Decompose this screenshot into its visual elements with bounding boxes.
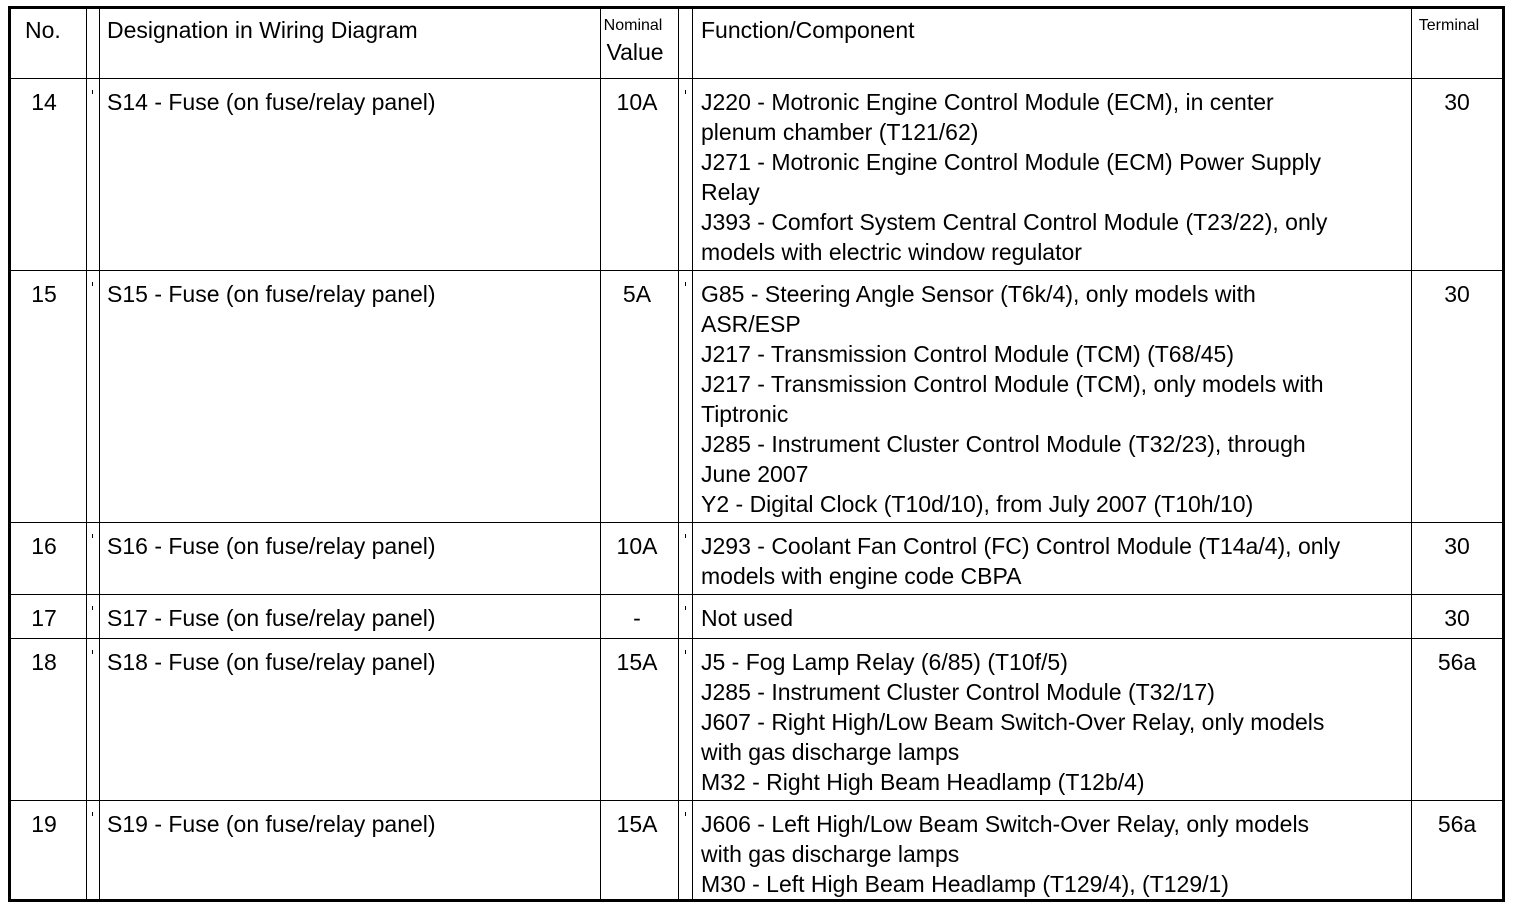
function-line: J393 - Comfort System Central Control Module (T23/22), only [701,209,1328,235]
cell-marker [685,606,686,610]
row-function [701,531,1340,591]
row-nominal-value: - [633,605,641,631]
row-number: 19 [31,811,57,837]
function-line: J217 - Transmission Control Module (TCM), only models with [701,371,1324,397]
function-line: Y2 - Digital Clock (T10d/10), from July 2007 (T10h/10) [701,491,1254,517]
row-terminal: 56a [1437,649,1477,675]
divider-header [11,78,1502,79]
divider-row-18 [11,800,1502,801]
row-function [701,647,1324,797]
divider-function [1411,9,1412,899]
function-line: J293 - Coolant Fan Control (FC) Control Module (T14a/4), only [701,533,1341,559]
divider-spacer-1 [99,9,100,899]
cell-marker [92,90,93,94]
row-number: 14 [31,89,57,115]
header-value: Value [606,39,664,65]
cell-marker [685,650,686,654]
row-terminal: 30 [1444,281,1470,307]
function-line: J217 - Transmission Control Module (TCM) (T68/45) [701,341,1234,367]
cell-marker [685,90,686,94]
row-number: 18 [31,649,57,675]
row-designation: S17 - Fuse (on fuse/relay panel) [107,605,436,631]
function-line: J5 - Fog Lamp Relay (6/85) (T10f/5) [701,649,1068,675]
divider-spacer-2 [692,9,693,899]
function-line: J285 - Instrument Cluster Control Module (T32/23), through [701,431,1306,457]
row-nominal-value: 10A [616,89,658,115]
row-terminal: 56a [1437,811,1477,837]
header-nominal: Nominal [603,17,663,34]
divider-row-15 [11,522,1502,523]
row-nominal-value: 15A [616,811,658,837]
row-designation: S15 - Fuse (on fuse/relay panel) [107,281,436,307]
row-designation: S16 - Fuse (on fuse/relay panel) [107,533,436,559]
divider-value [678,9,679,899]
cell-marker [685,534,686,538]
cell-marker [92,812,93,816]
function-line: models with electric window regulator [701,239,1082,265]
function-line: J220 - Motronic Engine Control Module (ECM), in center [701,89,1274,115]
row-function [701,87,1327,267]
function-line: June 2007 [701,461,809,487]
header-terminal: Terminal [1418,17,1480,34]
function-line: Not used [701,605,794,631]
function-line: G85 - Steering Angle Sensor (T6k/4), only models with [701,281,1256,307]
row-nominal-value: 15A [616,649,658,675]
function-line: J271 - Motronic Engine Control Module (ECM) Power Supply [701,149,1321,175]
function-line: with gas discharge lamps [701,841,960,867]
header-no: No. [25,17,61,43]
row-function [701,279,1323,519]
function-line: with gas discharge lamps [701,739,960,765]
row-designation: S14 - Fuse (on fuse/relay panel) [107,89,436,115]
function-line: Relay [701,179,760,205]
cell-marker [685,282,686,286]
function-line: ASR/ESP [701,311,801,337]
cell-marker [92,282,93,286]
row-designation: S19 - Fuse (on fuse/relay panel) [107,811,436,837]
function-line: Tiptronic [701,401,789,427]
divider-row-17 [11,638,1502,639]
function-line: J285 - Instrument Cluster Control Module (T32/17) [701,679,1215,705]
cell-marker [92,650,93,654]
row-function [701,603,793,633]
row-terminal: 30 [1444,605,1470,631]
divider-designation [600,9,601,899]
row-designation: S18 - Fuse (on fuse/relay panel) [107,649,436,675]
cell-marker [685,812,686,816]
row-terminal: 30 [1444,533,1470,559]
function-line: J606 - Left High/Low Beam Switch-Over Relay, only models [701,811,1310,837]
row-number: 17 [31,605,57,631]
row-number: 16 [31,533,57,559]
row-terminal: 30 [1444,89,1470,115]
fuse-table [8,6,1505,902]
function-line: M32 - Right High Beam Headlamp (T12b/4) [701,769,1145,795]
divider-row-16 [11,594,1502,595]
row-nominal-value: 10A [616,533,658,559]
divider-row-14 [11,270,1502,271]
cell-marker [92,534,93,538]
row-nominal-value: 5A [622,281,652,307]
row-number: 15 [31,281,57,307]
row-function [701,809,1309,899]
divider-no [86,9,87,899]
header-function: Function/Component [701,17,915,43]
header-designation: Designation in Wiring Diagram [107,17,418,43]
function-line: M30 - Left High Beam Headlamp (T129/4), (T129/1) [701,871,1229,897]
function-line: plenum chamber (T121/62) [701,119,979,145]
function-line: J607 - Right High/Low Beam Switch-Over Relay, only models [701,709,1325,735]
function-line: models with engine code CBPA [701,563,1022,589]
cell-marker [92,606,93,610]
